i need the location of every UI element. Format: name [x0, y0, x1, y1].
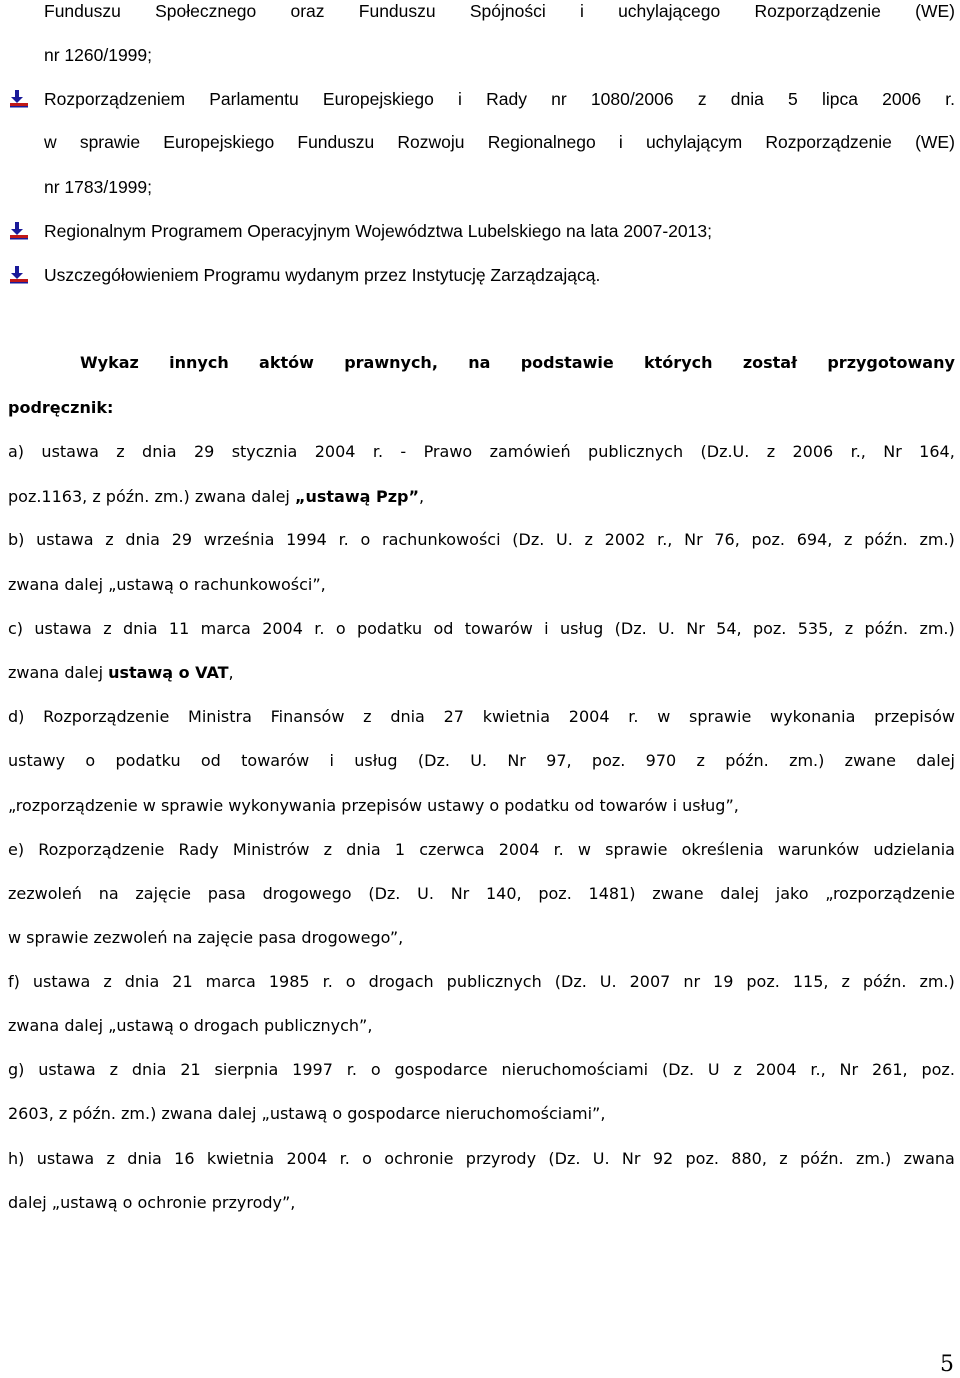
word: (Dz. [662, 1060, 695, 1079]
word: - [400, 442, 407, 461]
word: zamówień [489, 442, 571, 461]
word: Funduszu [297, 132, 375, 152]
word: r. [372, 442, 384, 461]
word: późn. [725, 751, 769, 770]
word: i [579, 1, 584, 21]
word: publicznych [588, 442, 684, 461]
word: 261, [871, 1060, 908, 1079]
word: sprawie [605, 840, 668, 859]
word: zm.) [919, 972, 955, 991]
word: lipca [821, 89, 858, 109]
word: 21 [172, 972, 193, 991]
word: zajęcie [135, 884, 191, 903]
word: e) [8, 840, 25, 859]
word: i [329, 751, 334, 770]
word: 19 [713, 972, 734, 991]
act-b-line-1 [8, 529, 955, 551]
word: 2004 [568, 707, 610, 726]
word: nr [683, 972, 701, 991]
act-e-line-3: w sprawie zezwoleń na zajęcie pasa drogowego”, [8, 928, 404, 947]
word: podstawie [520, 353, 614, 372]
word: prawnych, [344, 353, 438, 372]
word: z [584, 530, 593, 549]
word: kwietnia [482, 707, 551, 726]
word: ustawa [34, 619, 92, 638]
word: z [109, 1060, 119, 1079]
arrow-down-bullet-icon [8, 88, 30, 110]
word: warunków [777, 840, 860, 859]
word: stycznia [231, 442, 298, 461]
word: 2007 [629, 972, 671, 991]
word: udzielania [873, 840, 955, 859]
word: z [766, 442, 776, 461]
word: dnia [142, 442, 177, 461]
word: d) [8, 707, 25, 726]
word: poz. [746, 972, 780, 991]
word: 694, [796, 530, 833, 549]
word: z [696, 751, 705, 770]
word: o [362, 1149, 372, 1168]
word: Rozporządzenie [765, 132, 892, 152]
arrow-down-bullet-icon [8, 264, 30, 286]
word: z [841, 972, 850, 991]
word: Rady [178, 840, 219, 859]
legal-basis-item-1-line-2 [44, 131, 955, 153]
word: c) [8, 619, 24, 638]
word: pasa [207, 884, 246, 903]
act-a-line-1 [8, 441, 955, 463]
word: od [433, 619, 454, 638]
word: nieruchomościami [501, 1060, 649, 1079]
word: 1997 [292, 1060, 333, 1079]
word: uchylającego [618, 1, 721, 21]
word: Ministra [188, 707, 252, 726]
word: Rozporządzenie [43, 707, 170, 726]
word: Rozporządzeniem [44, 89, 186, 109]
word: f) [8, 972, 20, 991]
word: r. [314, 619, 325, 638]
word: drogach [368, 972, 434, 991]
word: dnia [122, 619, 158, 638]
word: publicznych [446, 972, 542, 991]
word: 54, [716, 619, 742, 638]
act-d-line-2 [8, 750, 955, 772]
word: poz. [685, 1149, 719, 1168]
word: kwietnia [206, 1149, 275, 1168]
word: aktów [259, 353, 314, 372]
word: 29 [171, 530, 193, 549]
word: poz. [752, 619, 787, 638]
word: dalej [720, 884, 759, 903]
word: Rady [486, 89, 527, 109]
word: 2004 [286, 1149, 328, 1168]
act-g-line-1 [8, 1059, 955, 1081]
word: z [844, 619, 854, 638]
word: z [106, 1149, 115, 1168]
word: 140, [485, 884, 522, 903]
word: dnia [124, 972, 160, 991]
word: określenia [681, 840, 764, 859]
word: Ministrów [232, 840, 310, 859]
word: dnia [125, 530, 160, 549]
word: (Dz. [554, 972, 587, 991]
word: r. [346, 1060, 357, 1079]
word: zm.) [919, 619, 955, 638]
word: towarów [241, 751, 310, 770]
word: późn. [864, 530, 908, 549]
word: 2002 [604, 530, 646, 549]
word: 21 [180, 1060, 201, 1079]
word: r., [810, 1060, 826, 1079]
acts-heading-line-1 [80, 352, 955, 374]
word: 11 [168, 619, 190, 638]
word: (Dz. [512, 530, 545, 549]
act-d-line-1 [8, 706, 955, 728]
word: z [103, 619, 112, 638]
word: ustawa [36, 530, 94, 549]
word: gospodarce [394, 1060, 488, 1079]
word: 2004 [498, 840, 540, 859]
word: U. [599, 972, 617, 991]
word: dnia [346, 840, 381, 859]
word: 1985 [268, 972, 310, 991]
act-f-line-1 [8, 971, 955, 993]
word: 97, [546, 751, 572, 770]
word: dalej [916, 751, 955, 770]
word: czerwca [419, 840, 485, 859]
word: marca [200, 619, 251, 638]
word: i [544, 619, 549, 638]
word: Europejskiego [163, 132, 275, 152]
word: U. [556, 530, 573, 549]
word: 16 [174, 1149, 195, 1168]
word: rachunkowości [382, 530, 501, 549]
word: r., [657, 530, 673, 549]
act-b-line-2: zwana dalej „ustawą o rachunkowości”, [8, 575, 326, 594]
legal-basis-item-1-line-3: nr 1783/1999; [44, 177, 153, 197]
word: U. [417, 884, 434, 903]
word: 2004 [262, 619, 303, 638]
word: Funduszu [44, 1, 121, 21]
word: (Dz. [614, 619, 647, 638]
word: września [203, 530, 275, 549]
word: 1 [394, 840, 406, 859]
word: podatku [356, 619, 423, 638]
word: Nr [450, 884, 470, 903]
word: poz. [538, 884, 572, 903]
word: 76, [714, 530, 740, 549]
word: zm.) [919, 530, 955, 549]
word: późn. [862, 972, 907, 991]
word: 115, [792, 972, 829, 991]
word: marca [205, 972, 256, 991]
word: usług [559, 619, 604, 638]
word: o [360, 530, 371, 549]
word: r. [553, 840, 564, 859]
word: r. [322, 972, 333, 991]
word: 1481) [588, 884, 636, 903]
word: zm.) [855, 1149, 892, 1168]
word: w [577, 840, 592, 859]
word: których [644, 353, 713, 372]
word: z [103, 972, 112, 991]
word: z [363, 707, 372, 726]
word: r., [850, 442, 866, 461]
word: przepisów [874, 707, 955, 726]
word: 970 [645, 751, 677, 770]
arrow-down-bullet-icon [8, 220, 30, 242]
word: Nr [883, 442, 902, 461]
word: Nr [839, 1060, 859, 1079]
word: o [345, 972, 356, 991]
word: U [707, 1060, 720, 1079]
word: Funduszu [358, 1, 436, 21]
word: na [98, 884, 119, 903]
word: ochronie [384, 1149, 454, 1168]
word: z [733, 1060, 742, 1079]
word: Nr [621, 1149, 641, 1168]
word: Parlamentu [209, 89, 299, 109]
word: podatku [115, 751, 181, 770]
word: dnia [390, 707, 425, 726]
word: o [85, 751, 96, 770]
word: późn. [864, 619, 909, 638]
word: Wykaz [80, 353, 139, 372]
word: zwane [844, 751, 896, 770]
word: b) [8, 530, 25, 549]
word: r. [338, 530, 349, 549]
word: 164, [919, 442, 955, 461]
word: poz. [921, 1060, 955, 1079]
word: w [657, 707, 671, 726]
word: 880, [731, 1149, 767, 1168]
word: 92 [652, 1149, 674, 1168]
word: zwana [903, 1149, 955, 1168]
word: z [105, 530, 114, 549]
word: Regionalnego [487, 132, 596, 152]
word: Nr [684, 530, 703, 549]
word: wykonania [770, 707, 856, 726]
word: zm.) [789, 751, 825, 770]
legal-basis-continuation-line-2: nr 1260/1999; [44, 45, 153, 65]
word: dnia [127, 1149, 162, 1168]
word: uchylającym [645, 132, 743, 152]
word: ustawa [38, 1060, 96, 1079]
word: Nr [686, 619, 705, 638]
legal-basis-item-1-line-1 [44, 88, 955, 110]
word: ustawa [32, 972, 91, 991]
word: r. [628, 707, 639, 726]
word: jako [775, 884, 809, 903]
word: Nr [507, 751, 526, 770]
word: Rozwoju [397, 132, 465, 152]
word: i [458, 89, 462, 109]
legal-basis-continuation-line [44, 0, 955, 22]
word: (Dz. [548, 1149, 581, 1168]
word: późn. [800, 1149, 844, 1168]
word: U. [592, 1149, 610, 1168]
word: 2004 [755, 1060, 797, 1079]
word: drogowego [262, 884, 352, 903]
word: Rozporządzenie [754, 1, 881, 21]
word: 1994 [286, 530, 327, 549]
word: ustawy [8, 751, 66, 770]
act-h-line-2: dalej „ustawą o ochronie przyrody”, [8, 1193, 296, 1212]
word: z [323, 840, 333, 859]
word: 27 [443, 707, 464, 726]
word: sprawie [689, 707, 752, 726]
word: o [370, 1060, 381, 1079]
word: sprawie [79, 132, 141, 152]
word: „rozporządzenie [825, 884, 955, 903]
word: z [697, 89, 707, 109]
word: z [844, 530, 853, 549]
word: zezwoleń [8, 884, 82, 903]
act-c-line-1 [8, 618, 955, 640]
word: g) [8, 1060, 25, 1079]
word: Europejskiego [322, 89, 434, 109]
word: r. [945, 89, 955, 109]
word: (WE) [915, 1, 955, 21]
word: 2006 [792, 442, 834, 461]
word: r. [339, 1149, 350, 1168]
word: z [116, 442, 125, 461]
word: dnia [131, 1060, 167, 1079]
word: z [779, 1149, 788, 1168]
word: Spójności [469, 1, 546, 21]
word: przygotowany [827, 353, 955, 372]
word: dnia [730, 89, 764, 109]
word: oraz [290, 1, 325, 21]
word: Finansów [270, 707, 345, 726]
legal-basis-item-2: Regionalnym Programem Operacyjnym Województwa Lubelskiego na lata 2007-2013; [44, 221, 712, 241]
word: poz. [591, 751, 626, 770]
act-f-line-2: zwana dalej „ustawą o drogach publicznych”, [8, 1016, 373, 1035]
word: zwane [652, 884, 704, 903]
act-d-line-3: „rozporządzenie w sprawie wykonywania przepisów ustawy o podatku od towarów i usług”, [8, 796, 739, 815]
word: U. [658, 619, 675, 638]
act-e-line-2 [8, 883, 955, 905]
act-e-line-1 [8, 839, 955, 861]
word: 2006 [882, 89, 922, 109]
word: Społecznego [155, 1, 257, 21]
word: usług [354, 751, 398, 770]
word: sierpnia [214, 1060, 279, 1079]
word: przyrody [465, 1149, 537, 1168]
word: towarów [464, 619, 533, 638]
word: (Dz.U. [700, 442, 750, 461]
word: ustawa [41, 442, 99, 461]
act-g-line-2: 2603, z późn. zm.) zwana dalej „ustawą o gospodarce nieruchomościami”, [8, 1104, 606, 1123]
word: (Dz. [417, 751, 450, 770]
word: Prawo [423, 442, 473, 461]
word: (WE) [915, 132, 955, 152]
word: 5 [788, 89, 798, 109]
word: Rozporządzenie [38, 840, 165, 859]
word: U. [470, 751, 488, 770]
word: został [742, 353, 798, 372]
word: poz. [751, 530, 785, 549]
act-a-line-2: poz.1163, z późn. zm.) zwana dalej „ustawą Pzp”, [8, 487, 425, 506]
word: h) [8, 1149, 25, 1168]
acts-heading-line-2: podręcznik: [8, 398, 114, 417]
word: i [618, 132, 623, 152]
word: na [468, 353, 491, 372]
word: nr [551, 89, 567, 109]
act-c-line-2: zwana dalej ustawą o VAT, [8, 663, 234, 682]
word: innych [169, 353, 229, 372]
word: 2004 [314, 442, 356, 461]
word: o [335, 619, 346, 638]
word: 29 [193, 442, 215, 461]
word: a) [8, 442, 25, 461]
word: od [200, 751, 221, 770]
legal-basis-item-3: Uszczegółowieniem Programu wydanym przez Instytucję Zarządzającą. [44, 265, 601, 285]
act-h-line-1 [8, 1148, 955, 1170]
word: ustawa [36, 1149, 95, 1168]
page-number: 5 [940, 1352, 954, 1377]
word: 1080/2006 [590, 89, 674, 109]
word: (Dz. [368, 884, 401, 903]
word: 535, [797, 619, 834, 638]
word: w [44, 132, 57, 152]
